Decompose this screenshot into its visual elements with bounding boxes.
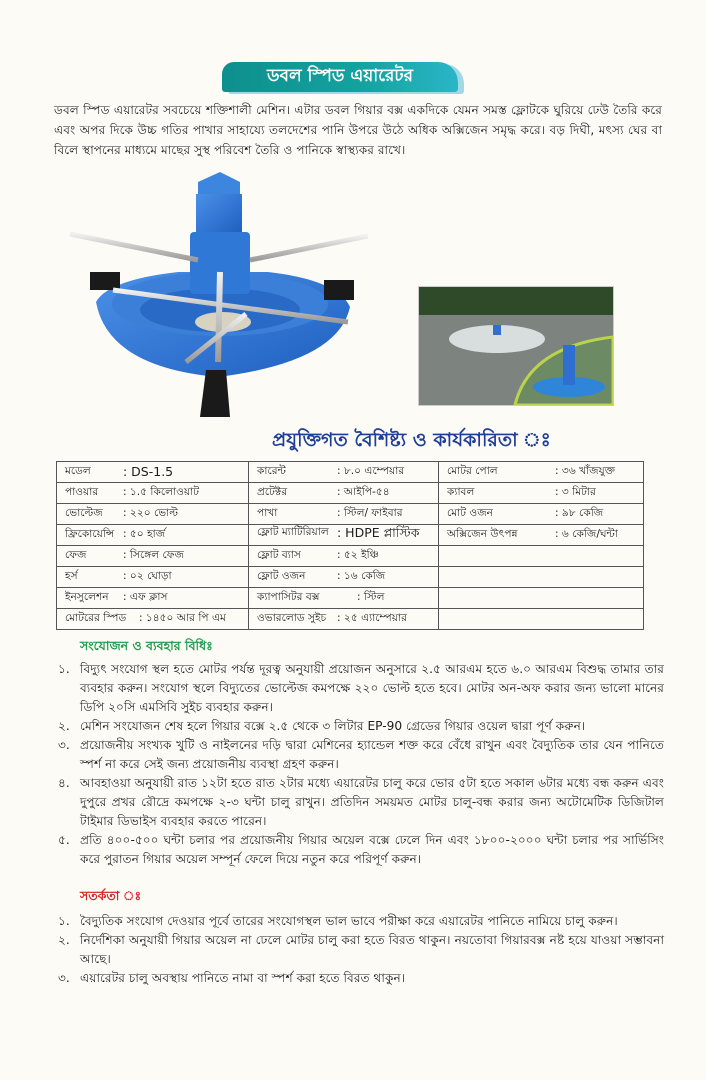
- item-text: প্রতি ৪০০-৫০০ ঘন্টা চলার পর প্রয়োজনীয় গিয়ার অয়েল বক্সে ঢেলে দিন এবং ১৮০০-২০০০ ঘন্টা চলার পর সার্ভিসিং করে পুরাতন গিয়ার অয়েল সম্পূর্ন ফেলে দিয়ে নতুন করে পরিপূর্ণ করুন।: [80, 833, 664, 866]
- spec-label: মডেল: [65, 464, 91, 477]
- item-number: ২.: [58, 719, 70, 733]
- pond-photo-illustration: [419, 287, 613, 405]
- spec-value: : ১.৫ কিলোওয়াট: [123, 485, 199, 498]
- item-number: ৩.: [58, 738, 70, 752]
- table-row: [57, 567, 644, 588]
- item-text: বৈদ্যুতিক সংযোগ দেওয়ার পূর্বে তারের সংযোগস্থল ভাল ভাবে পরীক্ষা করে এয়ারেটর পানিতে নামিয়ে চালু করুন।: [80, 914, 618, 928]
- page-title: ডবল স্পিড এয়ারেটর: [266, 66, 414, 86]
- product-image: [68, 172, 368, 422]
- caution-heading: সতর্কতা ঃ: [80, 888, 142, 903]
- list-item: [58, 736, 664, 774]
- spec-value: : ১৬ কেজি: [337, 569, 386, 582]
- spec-label: ফেজ: [65, 548, 87, 561]
- spec-value: : সিঙ্গেল ফেজ: [123, 548, 185, 561]
- spec-value: : ৩৬ খাঁজযুক্ত: [555, 464, 615, 477]
- spec-label: ফ্লোট ওজন: [257, 569, 306, 582]
- spec-value: : ২২০ ভোল্ট: [123, 506, 179, 519]
- spec-value: : ৬ কেজি/ঘন্টা: [555, 527, 618, 540]
- empty-cell: [439, 588, 644, 609]
- spec-label: ফ্লোট ম্যাটিরিয়াল: [257, 526, 329, 538]
- spec-label: ইনসুলেশন: [65, 590, 109, 603]
- spec-label: মোটরের স্পিড: [65, 611, 127, 624]
- spec-label: মোটর পোল: [447, 464, 498, 477]
- spec-label: ক্যাবল: [447, 485, 475, 498]
- spec-label: ভোল্টেজ: [65, 506, 103, 519]
- spec-value: : স্টিল/ ফাইবার: [337, 506, 403, 519]
- item-text: আবহাওয়া অনুযায়ী রাত ১২টা হতে রাত ২টার মধ্যে এয়ারেটর চালু করে ভোর ৫টা হতে সকাল ৬টার মধ্যে বন্ধ করুন এবং দুপুরে প্রখর রৌদ্রে কমপক্ষে ২-৩ ঘন্টা চালু রাখুন। প্রতিদিন সময়মত মোটর চালু-বন্ধ করার জন্য অটোমেটিক ডিজিটাল টাইমার ডিভাইস ব্যবহার করতে পারেন।: [80, 776, 664, 828]
- aerator-illustration: [68, 172, 368, 422]
- usage-heading: সংযোজন ও ব্যবহার বিধিঃ: [80, 638, 213, 653]
- item-number: ২.: [58, 933, 70, 947]
- table-row: [57, 588, 644, 609]
- spec-value: : DS-1.5: [123, 463, 174, 479]
- table-row: [57, 483, 644, 504]
- spec-value: : ৫২ ইঞ্চি: [337, 548, 379, 561]
- spec-value: : ৯৮ কেজি: [555, 506, 604, 519]
- empty-cell: [439, 609, 644, 630]
- table-row: [57, 546, 644, 567]
- list-item: [58, 660, 664, 717]
- spec-label: কারেন্ট: [257, 464, 286, 477]
- list-item: [58, 774, 664, 831]
- spec-label: ফ্রিকোয়েন্সি: [65, 527, 115, 540]
- spec-value: : এফ ক্লাস: [123, 590, 168, 603]
- spec-value: : আইপি-৫৪: [337, 485, 390, 498]
- table-row: [57, 504, 644, 525]
- spec-value: : ৮.০ এম্পেয়ার: [337, 464, 405, 477]
- list-item: [58, 717, 664, 736]
- spec-value: : ০২ ঘোড়া: [123, 569, 172, 582]
- list-item: [58, 831, 664, 869]
- item-number: ৩.: [58, 971, 70, 985]
- item-text: বিদ্যুৎ সংযোগ স্থল হতে মোটর পর্যন্ত দূরত্ব অনুযায়ী প্রয়োজন অনুসারে ২.৫ আরএম হতে ৬.০ আরএম বিশুদ্ধ তামার তার ব্যবহার করুন। সংযোগ স্থলে বিদ্যুতের ভোল্টেজ কমপক্ষে ২২০ ভোল্ট হতে হবে। মোটর অন-অফ করার জন্য ভালো মানের ডিপি ২০সি এমসিবি সুইচ ব্যবহার করুন।: [80, 662, 664, 714]
- spec-heading: প্রযুক্তিগত বৈশিষ্ট্য ও কার্যকারিতা ঃ: [272, 429, 551, 451]
- spec-value: : HDPE প্লাস্টিক: [337, 525, 420, 540]
- spec-value: : ২৫ এ্যাম্পেয়ার: [337, 611, 407, 624]
- item-number: ১.: [58, 662, 70, 676]
- list-item: [58, 969, 664, 988]
- title-banner: [222, 62, 458, 92]
- pond-photo: [418, 286, 614, 406]
- item-text: নির্দেশিকা অনুযায়ী গিয়ার অয়েল না ঢেলে মোটর চালু করা হতে বিরত থাকুন। নয়তোবা গিয়ারবক্স নষ্ট হয়ে যাওয়া সম্ভাবনা আছে।: [80, 933, 664, 966]
- spec-label: ফ্লোট ব্যাস: [257, 548, 301, 561]
- list-item: [58, 931, 664, 969]
- item-number: ৫.: [58, 833, 70, 847]
- empty-cell: [439, 567, 644, 588]
- spec-label: হর্স: [65, 569, 78, 582]
- spec-label: ওভারলোড সুইচ: [257, 611, 327, 624]
- spec-value: : ৩ মিটার: [555, 485, 596, 498]
- caution-list: [58, 912, 664, 988]
- item-text: এয়ারেটর চালু অবস্থায় পানিতে নামা বা স্পর্শ করা হতে বিরত থাকুন।: [80, 971, 406, 985]
- spec-value: : ১৪৫০ আর পি এম: [139, 611, 226, 624]
- spec-value: : ৫০ হার্জ: [123, 527, 166, 540]
- spec-label: প্রটেক্টর: [257, 485, 288, 498]
- item-number: ৪.: [58, 776, 70, 790]
- item-text: মেশিন সংযোজন শেষ হলে গিয়ার বক্সে ২.৫ থেকে ৩ লিটার EP-90 গ্রেডের গিয়ার ওয়েল দ্বারা পূর্ণ করুন।: [80, 719, 586, 733]
- item-number: ১.: [58, 914, 70, 928]
- table-row: [57, 609, 644, 630]
- table-row: [57, 525, 644, 546]
- spec-value: : স্টিল: [357, 590, 385, 603]
- spec-table: [56, 461, 644, 630]
- spec-label: মোট ওজন: [447, 506, 493, 519]
- spec-label: পাখা: [257, 506, 278, 519]
- list-item: [58, 912, 664, 931]
- usage-list: [58, 660, 664, 869]
- table-row: [57, 462, 644, 483]
- empty-cell: [439, 546, 644, 567]
- spec-label: অক্সিজেন উৎপন্ন: [447, 527, 518, 540]
- spec-label: ক্যাপাসিটর বক্স: [257, 590, 320, 603]
- spec-label: পাওয়ার: [65, 485, 99, 498]
- item-text: প্রয়োজনীয় সংখ্যক খুটি ও নাইলনের দড়ি দ্বারা মেশিনের হ্যান্ডেল শক্ত করে বেঁধে রাখুন এবং বৈদ্যুতিক তার যেন পানিতে স্পর্শ না করে সেই জন্য প্রয়োজনীয় ব্যবস্থা গ্রহণ করুন।: [80, 738, 664, 771]
- intro-paragraph: ডবল স্পিড এয়ারেটর সবচেয়ে শক্তিশালী মেশিন। এটার ডবল গিয়ার বক্স একদিকে যেমন সমস্ত ফ্লোটকে ঘুরিয়ে ঢেউ তৈরি করে এবং অপর দিকে উচ্চ গতির পাখার সাহায্যে তলদেশের পানি উপরে উঠে অধিক অক্সিজেন সমৃদ্ধ করে। বড় দিঘী, মৎস্য ঘের বা বিলে স্থাপনের মাধ্যমে মাছের সুস্থ পরিবেশ তৈরি ও পানিকে স্বাস্থ্যকর রাখে।: [54, 103, 662, 157]
